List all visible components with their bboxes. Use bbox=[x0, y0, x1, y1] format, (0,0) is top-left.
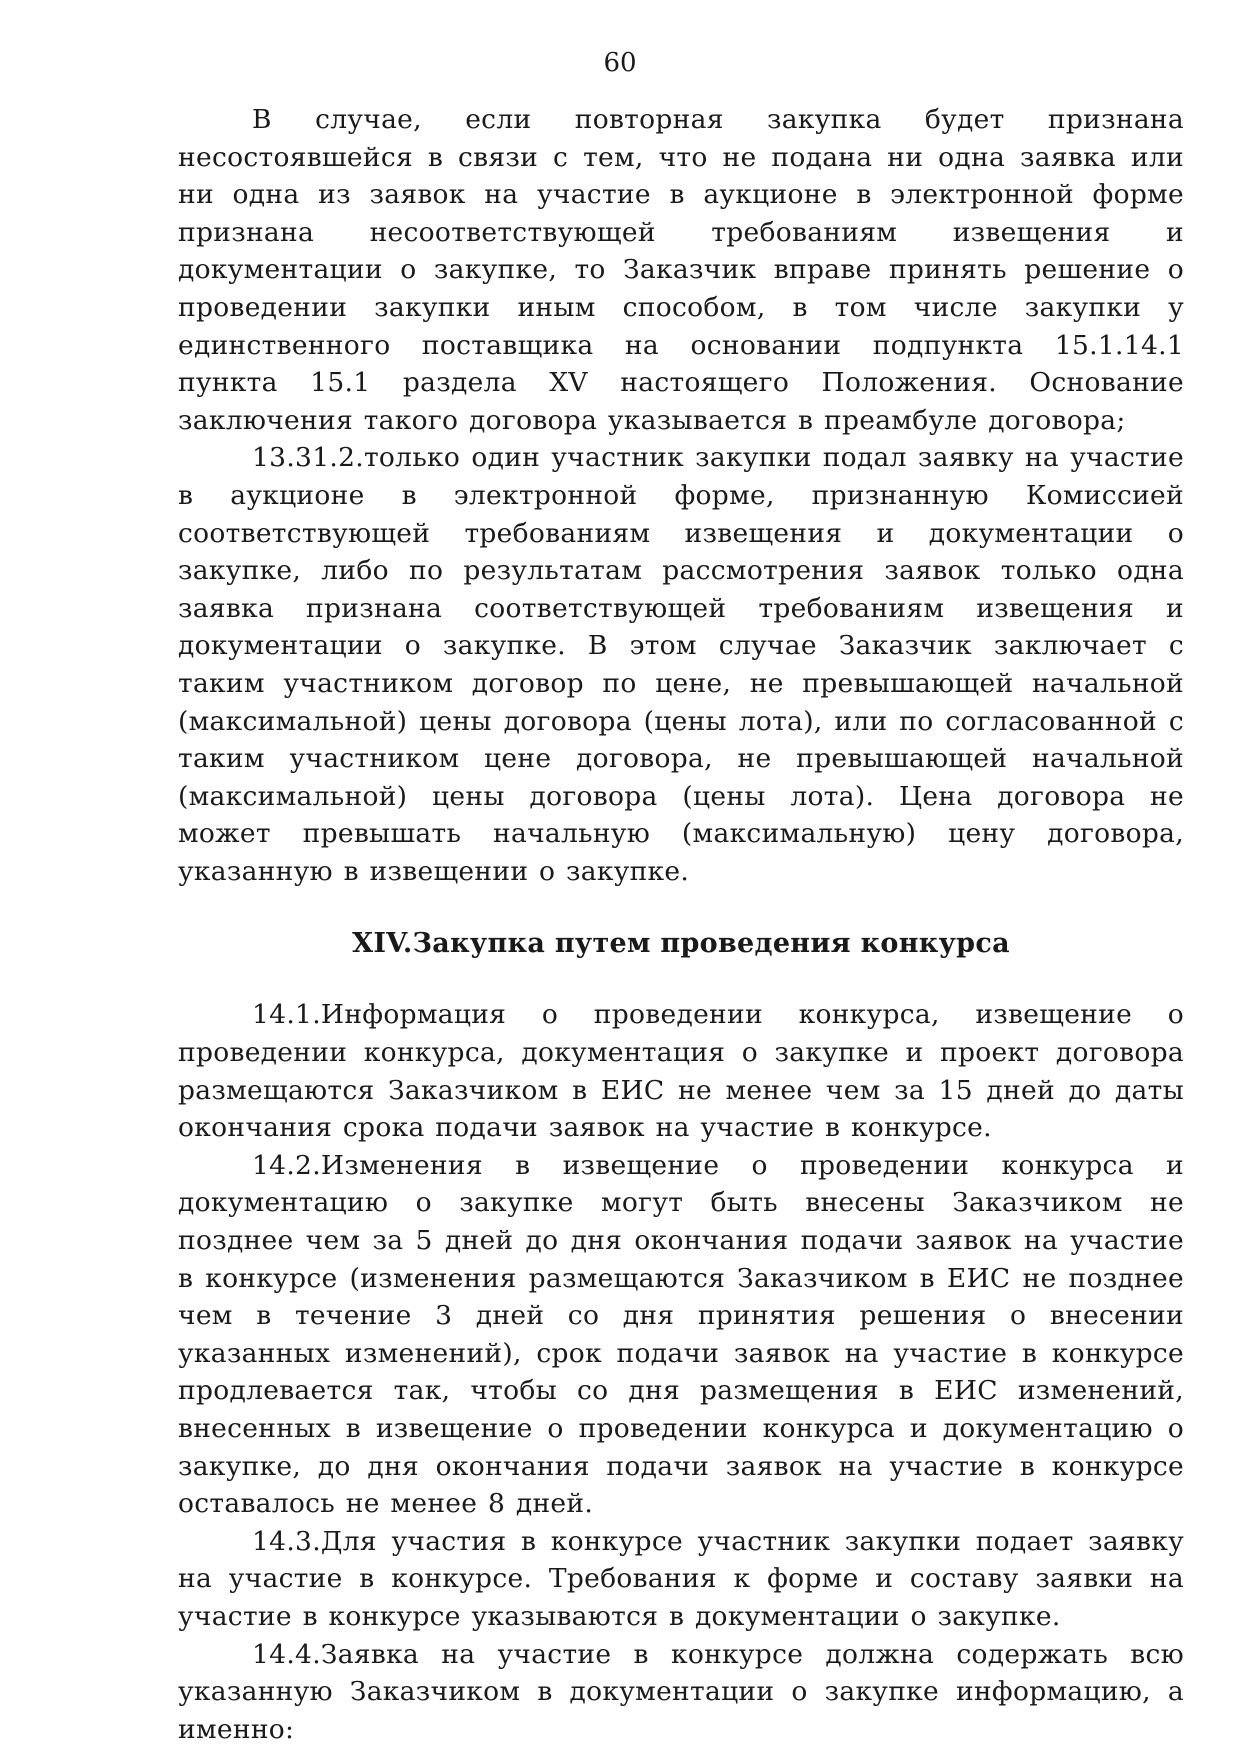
paragraph-14-4: 14.4.Заявка на участие в конкурсе должна содержать всю указанную Заказчиком в документации о закупке информацию, а именно: bbox=[178, 1638, 1184, 1745]
paragraph-14-2: 14.2.Изменения в извещение о проведении конкурса и документацию о закупке могут быть внесены Заказчиком не позднее чем за 5 дней до дня окончания подачи заявок на участие в конкурсе (изменения размещаются Заказчиком в ЕИС не позднее чем в течение 3 дней со дня принятия решения о внесении указанных изменений), срок подачи заявок на участие в конкурсе продлевается так, чтобы со дня размещения в ЕИС изменений, внесенных в извещение о проведении конкурса и документацию о закупке, до дня окончания подачи заявок на участие в конкурсе оставалось не менее 8 дней. bbox=[178, 1149, 1184, 1520]
page-number: 60 bbox=[603, 48, 637, 78]
paragraph-14-3: 14.3.Для участия в конкурсе участник закупки подает заявку на участие в конкурсе. Требования к форме и составу заявки на участие в конкурсе указываются в документации о закупке. bbox=[178, 1525, 1184, 1632]
document-body bbox=[178, 101, 1184, 1748]
paragraph-14-1: 14.1.Информация о проведении конкурса, извещение о проведении конкурса, документация о закупке и проект договора размещаются Заказчиком в ЕИС не менее чем за 15 дней до даты окончания срока подачи заявок на участие в конкурсе. bbox=[178, 999, 1184, 1144]
paragraph-repeat-procurement-failed: В случае, если повторная закупка будет признана несостоявшейся в связи с тем, что не подана ни одна заявка или ни одна из заявок на участие в аукционе в электронной форме признана несоответствующей требованиям извещения и документации о закупке, то Заказчик вправе принять решение о проведении закупки иным способом, в том числе закупки у единственного поставщика на основании подпункта 15.1.14.1 пункта 15.1 раздела XV настоящего Положения. Основание заключения такого договора указывается в преамбуле договора; bbox=[178, 104, 1184, 436]
paragraph-13-31-2: 13.31.2.только один участник закупки подал заявку на участие в аукционе в электронной форме, признанную Комиссией соответствующей требованиям извещения и документации о закупке, либо по результатам рассмотрения заявок только одна заявка признана соответствующей требованиям извещения и документации о закупке. В этом случае Заказчик заключает с таким участником договор по цене, не превышающей начальной (максимальной) цены договора (цены лота), или по согласованной с таким участником цене договора, не превышающей начальной (максимальной) цены договора (цены лота). Цена договора не может превышать начальную (максимальную) цену договора, указанную в извещении о закупке. bbox=[178, 442, 1184, 887]
section-heading: XIV.Закупка путем проведения конкурса bbox=[352, 928, 1010, 960]
